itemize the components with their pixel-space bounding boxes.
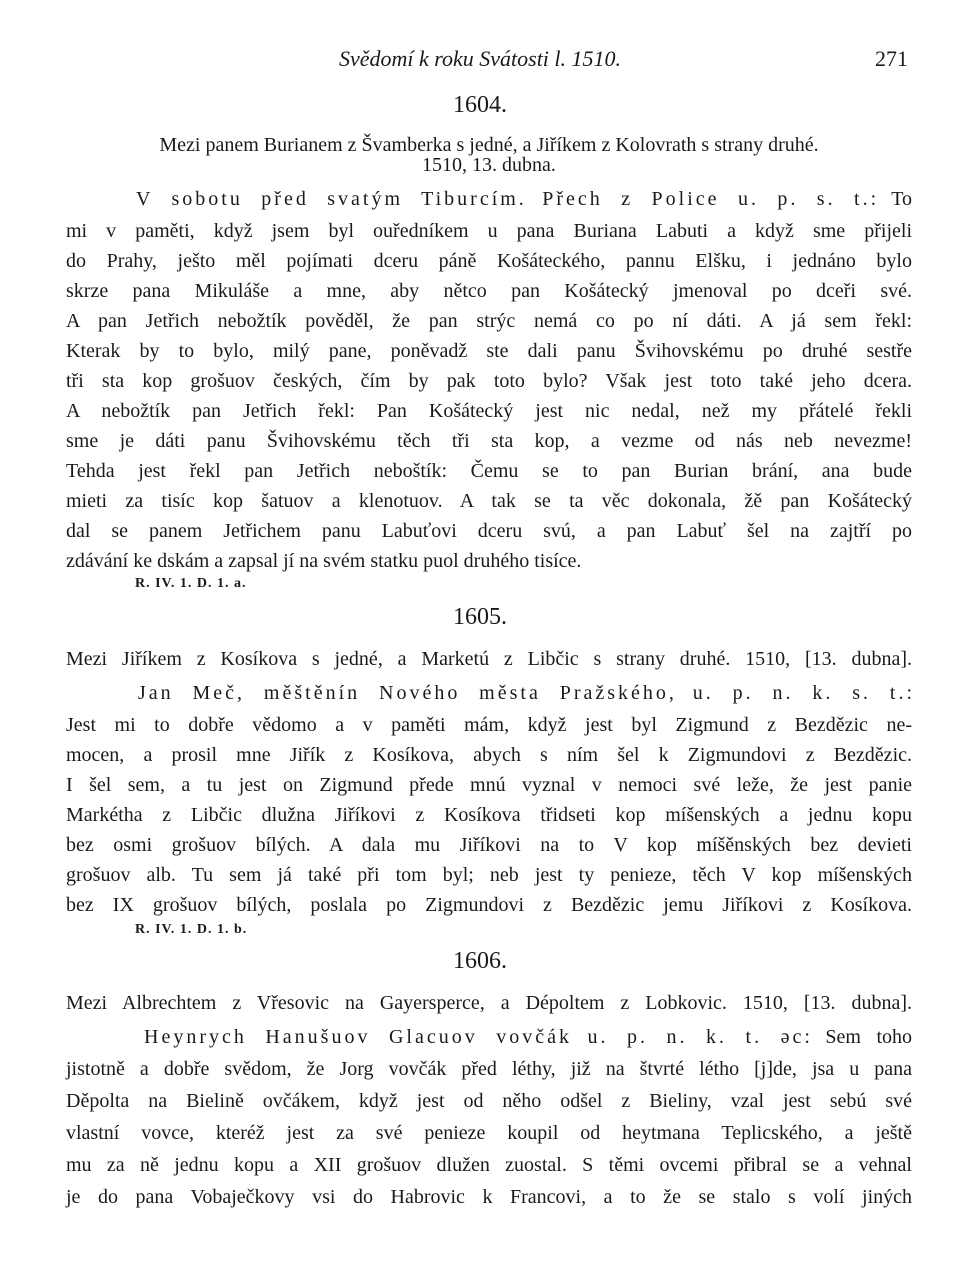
body-line: Kterak by to bylo, milý pane, poněvadž ste dali panu Švihovskému po druhé sestře xyxy=(66,340,912,362)
entry-heading: Mezi Jiříkem z Kosíkova s jedné, a Marketú z Libčic s strany druhé. 1510, [13. dubna]. xyxy=(66,648,912,670)
entry-heading: 1510, 13. dubna. xyxy=(422,154,556,176)
witness-intro: Jan Meč, měštěnín Nového města Pražského, xyxy=(138,682,677,704)
body-line: mu za ně jednu kopu a XII grošuov dlužen zuostal. S těmi ovcemi přibral se a vehnal xyxy=(66,1154,912,1176)
witness-name: u. p. n. k. t. əc xyxy=(587,1026,805,1048)
body-line: zdávání ke dskám a zapsal jí na svém statku puol druhého tisíce. xyxy=(66,550,582,572)
body-line: Děpolta na Bielině ovčákem, když jest od něho odšel z Bieliny, vzal jest sebú své xyxy=(66,1090,912,1112)
body-line: vlastní vovce, kteréž jest za své penieze koupil od heytmana Teplicského, a ještě xyxy=(66,1122,912,1144)
witness-rest: : Sem toho xyxy=(804,1026,913,1048)
body-line: A pan Jetřich nebožtík pověděl, že pan strýc nemá co po ní dáti. A já sem řekl: xyxy=(66,310,912,332)
body-line: A nebožtík pan Jetřich řekl: Pan Košátecký jest nic nedal, než my přátelé řekli xyxy=(66,400,912,422)
entry-heading: Mezi Albrechtem z Vřesovic na Gayersperce, a Dépoltem z Lobkovic. 1510, [13. dubna]. xyxy=(66,992,912,1014)
witness-intro: V sobotu před svatým Tiburcím. xyxy=(136,188,527,210)
body-line: mieti za tisíc kop šatuov a klenotuov. A tak se ta věc dokonala, žě pan Košátecký xyxy=(66,490,912,512)
body-line: grošuov alb. Tu sem já také při tom byl; neb jest ty penieze, těch V kop míšenských xyxy=(66,864,912,886)
body-line: I šel sem, a tu jest on Zigmund přede mnú vyznal v nemoci své leže, že jest panie xyxy=(66,774,912,796)
body-line: mocen, a prosil mne Jiřík z Kosíkova, abych s ním šel k Zigmundovi z Bezdězic. xyxy=(66,744,912,766)
archival-signature: R. IV. 1. D. 1. b. xyxy=(135,922,248,937)
archival-signature: R. IV. 1. D. 1. a. xyxy=(135,576,247,591)
running-header xyxy=(0,44,960,78)
body-line: sme je dáti panu Švihovskému těch tři sta kop, a vezme od nás neb nevezme! xyxy=(66,430,912,452)
witness-rest: : xyxy=(906,682,913,704)
body-line: bez osmi grošuov bílých. A dala mu Jiříkovi na to V kop míšěnských bez devieti xyxy=(66,834,912,856)
entry-heading: Mezi panem Burianem z Švamberka s jedné, a Jiříkem z Kolovrath s strany druhé. xyxy=(159,134,819,156)
running-title: Svědomí k roku Svátosti l. 1510. xyxy=(338,46,622,71)
witness-intro: Heynrych Hanušuov Glacuov vovčák xyxy=(144,1026,572,1048)
entry-first-line xyxy=(66,186,912,212)
entry-first-line xyxy=(66,1024,912,1050)
body-line: Tehda jest řekl pan Jetřich neboštík: Čemu se to pan Burian brání, ana bude xyxy=(66,460,912,482)
entry-number: 1606. xyxy=(453,948,507,974)
entry-number: 1605. xyxy=(453,604,507,630)
body-line: tři sta kop grošuov českých, čím by pak toto bylo? Však jest toto také jeho dcera. xyxy=(66,370,912,392)
entry-first-line xyxy=(66,680,912,706)
witness-name: Přech z Police u. p. s. t. xyxy=(542,188,871,210)
body-line: jistotně a dobře svědom, že Jorg vovčák před léthy, již na štvrté létho [j]de, jsa u pana xyxy=(66,1058,912,1080)
witness-rest: : To xyxy=(870,188,913,210)
body-line: Jest mi to dobře vědomo a v paměti mám, když jest byl Zigmund z Bezdězic ne- xyxy=(66,714,912,736)
body-line: skrze pana Mikuláše a mne, aby nětco pan Košátecký jmenoval po dceři své. xyxy=(66,280,912,302)
body-line: Markétha z Libčic dlužna Jiříkovi z Kosíkova třidseti kop míšenských a jednu kopu xyxy=(66,804,912,826)
body-line: je do pana Vobaječkovy vsi do Habrovic k Francovi, a to že se stalo s volí jiných xyxy=(66,1186,912,1208)
body-line: bez IX grošuov bílých, poslala po Zigmundovi z Bezdězic jemu Jiříkovi z Kosíkova. xyxy=(66,894,912,916)
witness-name: u. p. n. k. s. t. xyxy=(692,682,907,704)
entry-number: 1604. xyxy=(453,92,507,118)
body-line: do Prahy, ješto měl pojímati dceru páně Košáteckého, pannu Elšku, i jednáno bylo xyxy=(66,250,912,272)
body-line: mi v paměti, když jsem byl ouředníkem u pana Buriana Labuti a když sme přijeli xyxy=(66,220,912,242)
page-number: 271 xyxy=(875,46,908,71)
body-line: dal se panem Jetřichem panu Labuťovi dceru svú, a pan Labuť šel na zajtří po xyxy=(66,520,912,542)
